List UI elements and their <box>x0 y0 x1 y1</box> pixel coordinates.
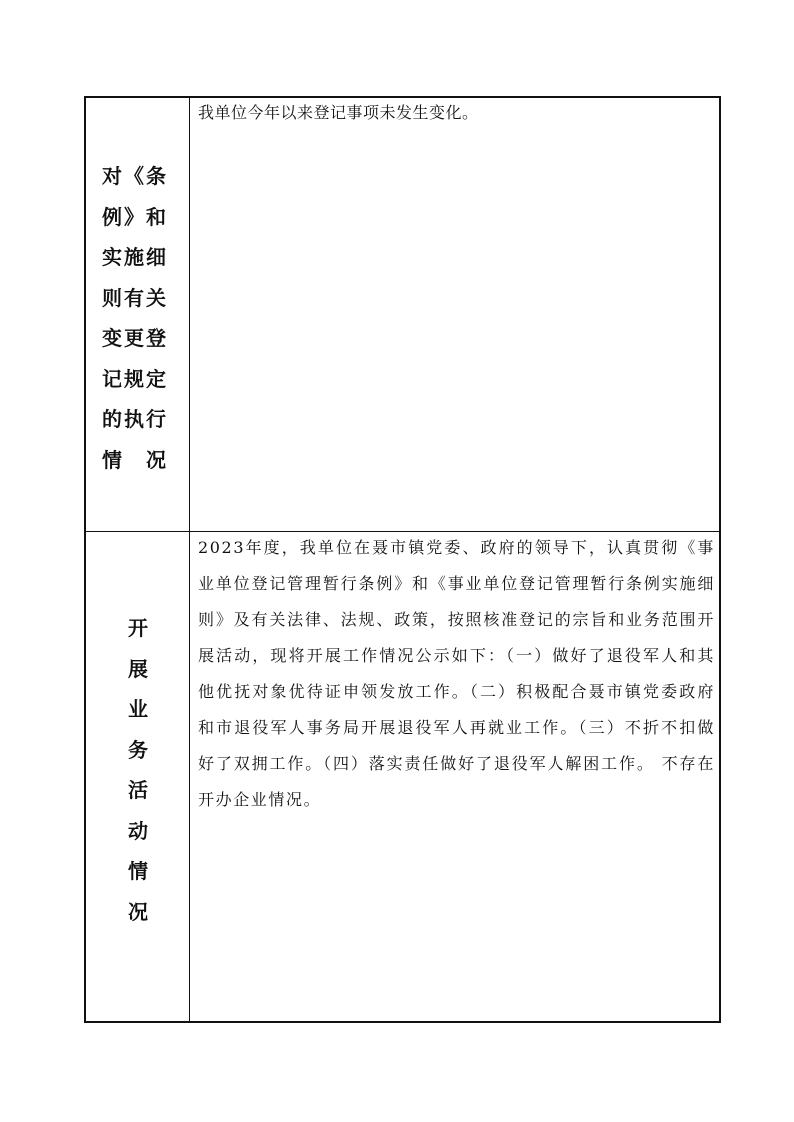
label-char: 况 <box>146 447 168 472</box>
label-line: 对《条 <box>102 164 168 188</box>
label-line: 变更登 <box>102 326 168 350</box>
label-char: 活 <box>128 778 148 802</box>
label-line: 实施细 <box>102 245 168 269</box>
label-line: 的执行 <box>102 407 168 431</box>
row-content-cell <box>190 98 719 531</box>
label-char: 情 <box>102 447 124 472</box>
row-label-registration-changes <box>102 156 174 480</box>
row-label-business-activities <box>126 608 150 932</box>
label-line: 记规定 <box>102 366 168 391</box>
label-line <box>102 440 168 481</box>
registration-changes-text: 我单位今年以来登记事项未发生变化。 <box>198 103 479 122</box>
label-char: 情 <box>128 859 148 883</box>
table-row-business-activities <box>86 532 719 1023</box>
table-row-registration-changes <box>86 98 719 532</box>
label-char: 动 <box>128 818 148 843</box>
business-activities-text: 2023年度，我单位在聂市镇党委、政府的领导下，认真贯彻《事业单位登记管理暂行条例》和《事业单位登记管理暂行条例实施细则》及有关法律、法规、政策，按照核准登记的宗旨和业务范围开展活动，现将开展工作情况公示如下：（一）做好了退役军人和其他优抚对象优待证申领发放工作。（二）积极配合聂市镇党委政府和市退役军人事务局开展退役军人再就业工作。（三）不折不扣做好了双拥工作。（四）落实责任做好了退役军人解困工作。 不存在开办企业情况。 <box>198 538 715 809</box>
label-char: 务 <box>128 737 148 762</box>
label-line: 则有关 <box>102 285 168 310</box>
row-content-cell <box>190 532 719 1023</box>
label-char: 况 <box>128 899 148 924</box>
row-label-cell <box>86 532 190 1023</box>
label-char: 展 <box>128 656 148 681</box>
row-label-cell <box>86 98 190 531</box>
label-line: 例》和 <box>102 204 168 229</box>
info-table <box>84 96 721 1023</box>
label-char: 开 <box>128 616 148 640</box>
label-char: 业 <box>128 697 148 721</box>
